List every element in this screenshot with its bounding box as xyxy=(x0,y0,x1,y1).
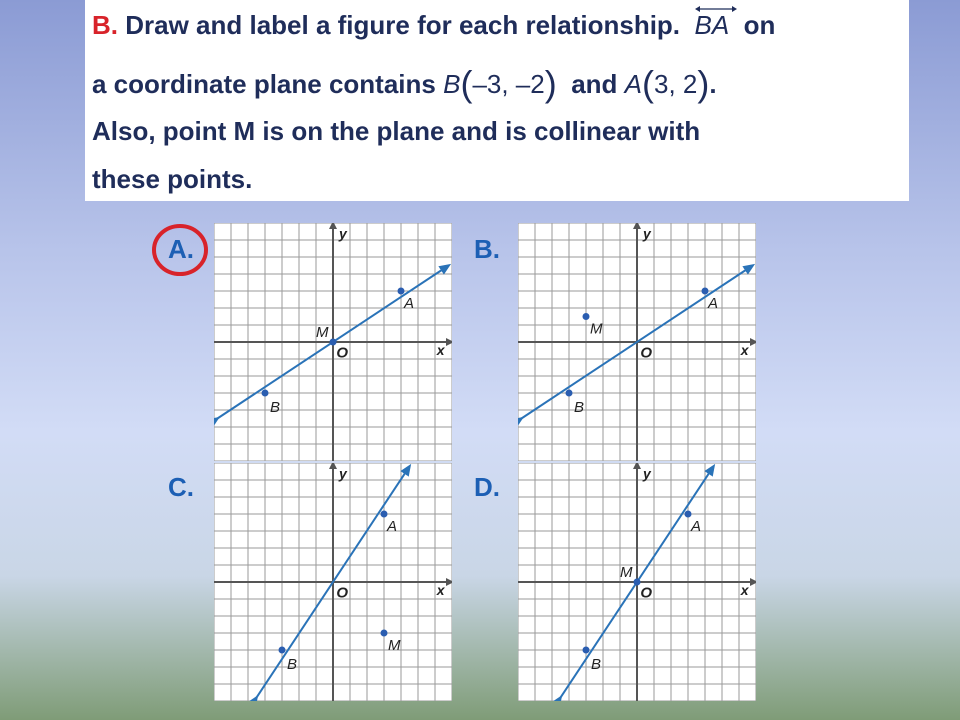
point-a-name: A xyxy=(624,69,642,99)
graph-c[interactable] xyxy=(214,463,452,701)
graph-c-svg xyxy=(214,463,452,701)
graph-d[interactable] xyxy=(518,463,756,701)
question-line-4: these points. xyxy=(92,164,253,194)
point-b-label: B xyxy=(287,656,298,673)
question-line-3: Also, point M is on the plane and is collinear with xyxy=(92,116,701,146)
question-line-1 xyxy=(92,10,775,41)
double-arrow-icon xyxy=(694,4,738,14)
point-m-label: M xyxy=(316,324,329,341)
point-a-label: A xyxy=(708,295,719,312)
point-m xyxy=(634,579,641,586)
point-b-coords: –3, –2 xyxy=(472,69,545,99)
origin-label: O xyxy=(640,584,653,602)
point-b-name: B xyxy=(443,69,461,99)
question-text-1: Draw and label a figure for each relationship. xyxy=(125,10,681,40)
y-axis-label: y xyxy=(642,225,651,242)
point-b-label: B xyxy=(574,399,585,416)
choice-b-label[interactable]: B. xyxy=(474,234,500,264)
origin-label: O xyxy=(336,344,349,362)
point-b-label: B xyxy=(591,656,602,673)
point-a xyxy=(685,511,692,518)
question-line-2-end: . xyxy=(709,69,717,99)
point-b xyxy=(279,647,286,654)
point-a xyxy=(381,511,388,518)
question-text-2: a coordinate plane contains xyxy=(92,69,436,99)
point-b xyxy=(566,390,573,397)
choice-c-label[interactable]: C. xyxy=(168,472,194,502)
ray-name: BA xyxy=(694,10,730,40)
graph-a[interactable] xyxy=(214,223,452,461)
point-m-label: M xyxy=(590,320,603,338)
point-b xyxy=(583,647,590,654)
point-a-label: A xyxy=(404,295,415,312)
ray-notation xyxy=(695,10,730,41)
graph-a-svg xyxy=(214,223,452,461)
y-axis-label: y xyxy=(338,465,347,482)
question-box xyxy=(85,0,909,201)
question-text-1-end: on xyxy=(743,10,776,40)
point-m-label: M xyxy=(620,564,633,581)
choice-a-label[interactable]: A. xyxy=(168,234,194,264)
point-a-coords: 3, 2 xyxy=(654,69,698,99)
question-line-2: a coordinate plane contains B(–3, –2) and A(3, 2). xyxy=(92,63,717,104)
graph-b[interactable] xyxy=(518,223,756,461)
point-a-label: A xyxy=(387,518,398,535)
graph-b-svg xyxy=(518,223,756,461)
point-b-label: B xyxy=(270,399,281,416)
point-m xyxy=(381,630,388,637)
point-a-label: A xyxy=(691,518,702,535)
x-axis-label: x xyxy=(740,341,749,358)
question-and: and xyxy=(571,69,618,99)
point-m xyxy=(583,313,590,320)
origin-label: O xyxy=(336,584,349,602)
x-axis-label: x xyxy=(436,341,445,358)
question-label: B. xyxy=(92,10,118,40)
graph-d-svg xyxy=(518,463,756,701)
choice-d-label[interactable]: D. xyxy=(474,472,500,502)
point-m-label: M xyxy=(388,637,401,654)
origin-label: O xyxy=(640,344,653,362)
x-axis-label: x xyxy=(436,581,445,598)
point-b xyxy=(262,390,269,397)
y-axis-label: y xyxy=(338,225,347,242)
y-axis-label: y xyxy=(642,465,651,482)
x-axis-label: x xyxy=(740,581,749,598)
point-a xyxy=(702,288,709,295)
point-a xyxy=(398,288,405,295)
selection-circle-icon xyxy=(150,222,210,278)
point-m xyxy=(330,339,337,346)
